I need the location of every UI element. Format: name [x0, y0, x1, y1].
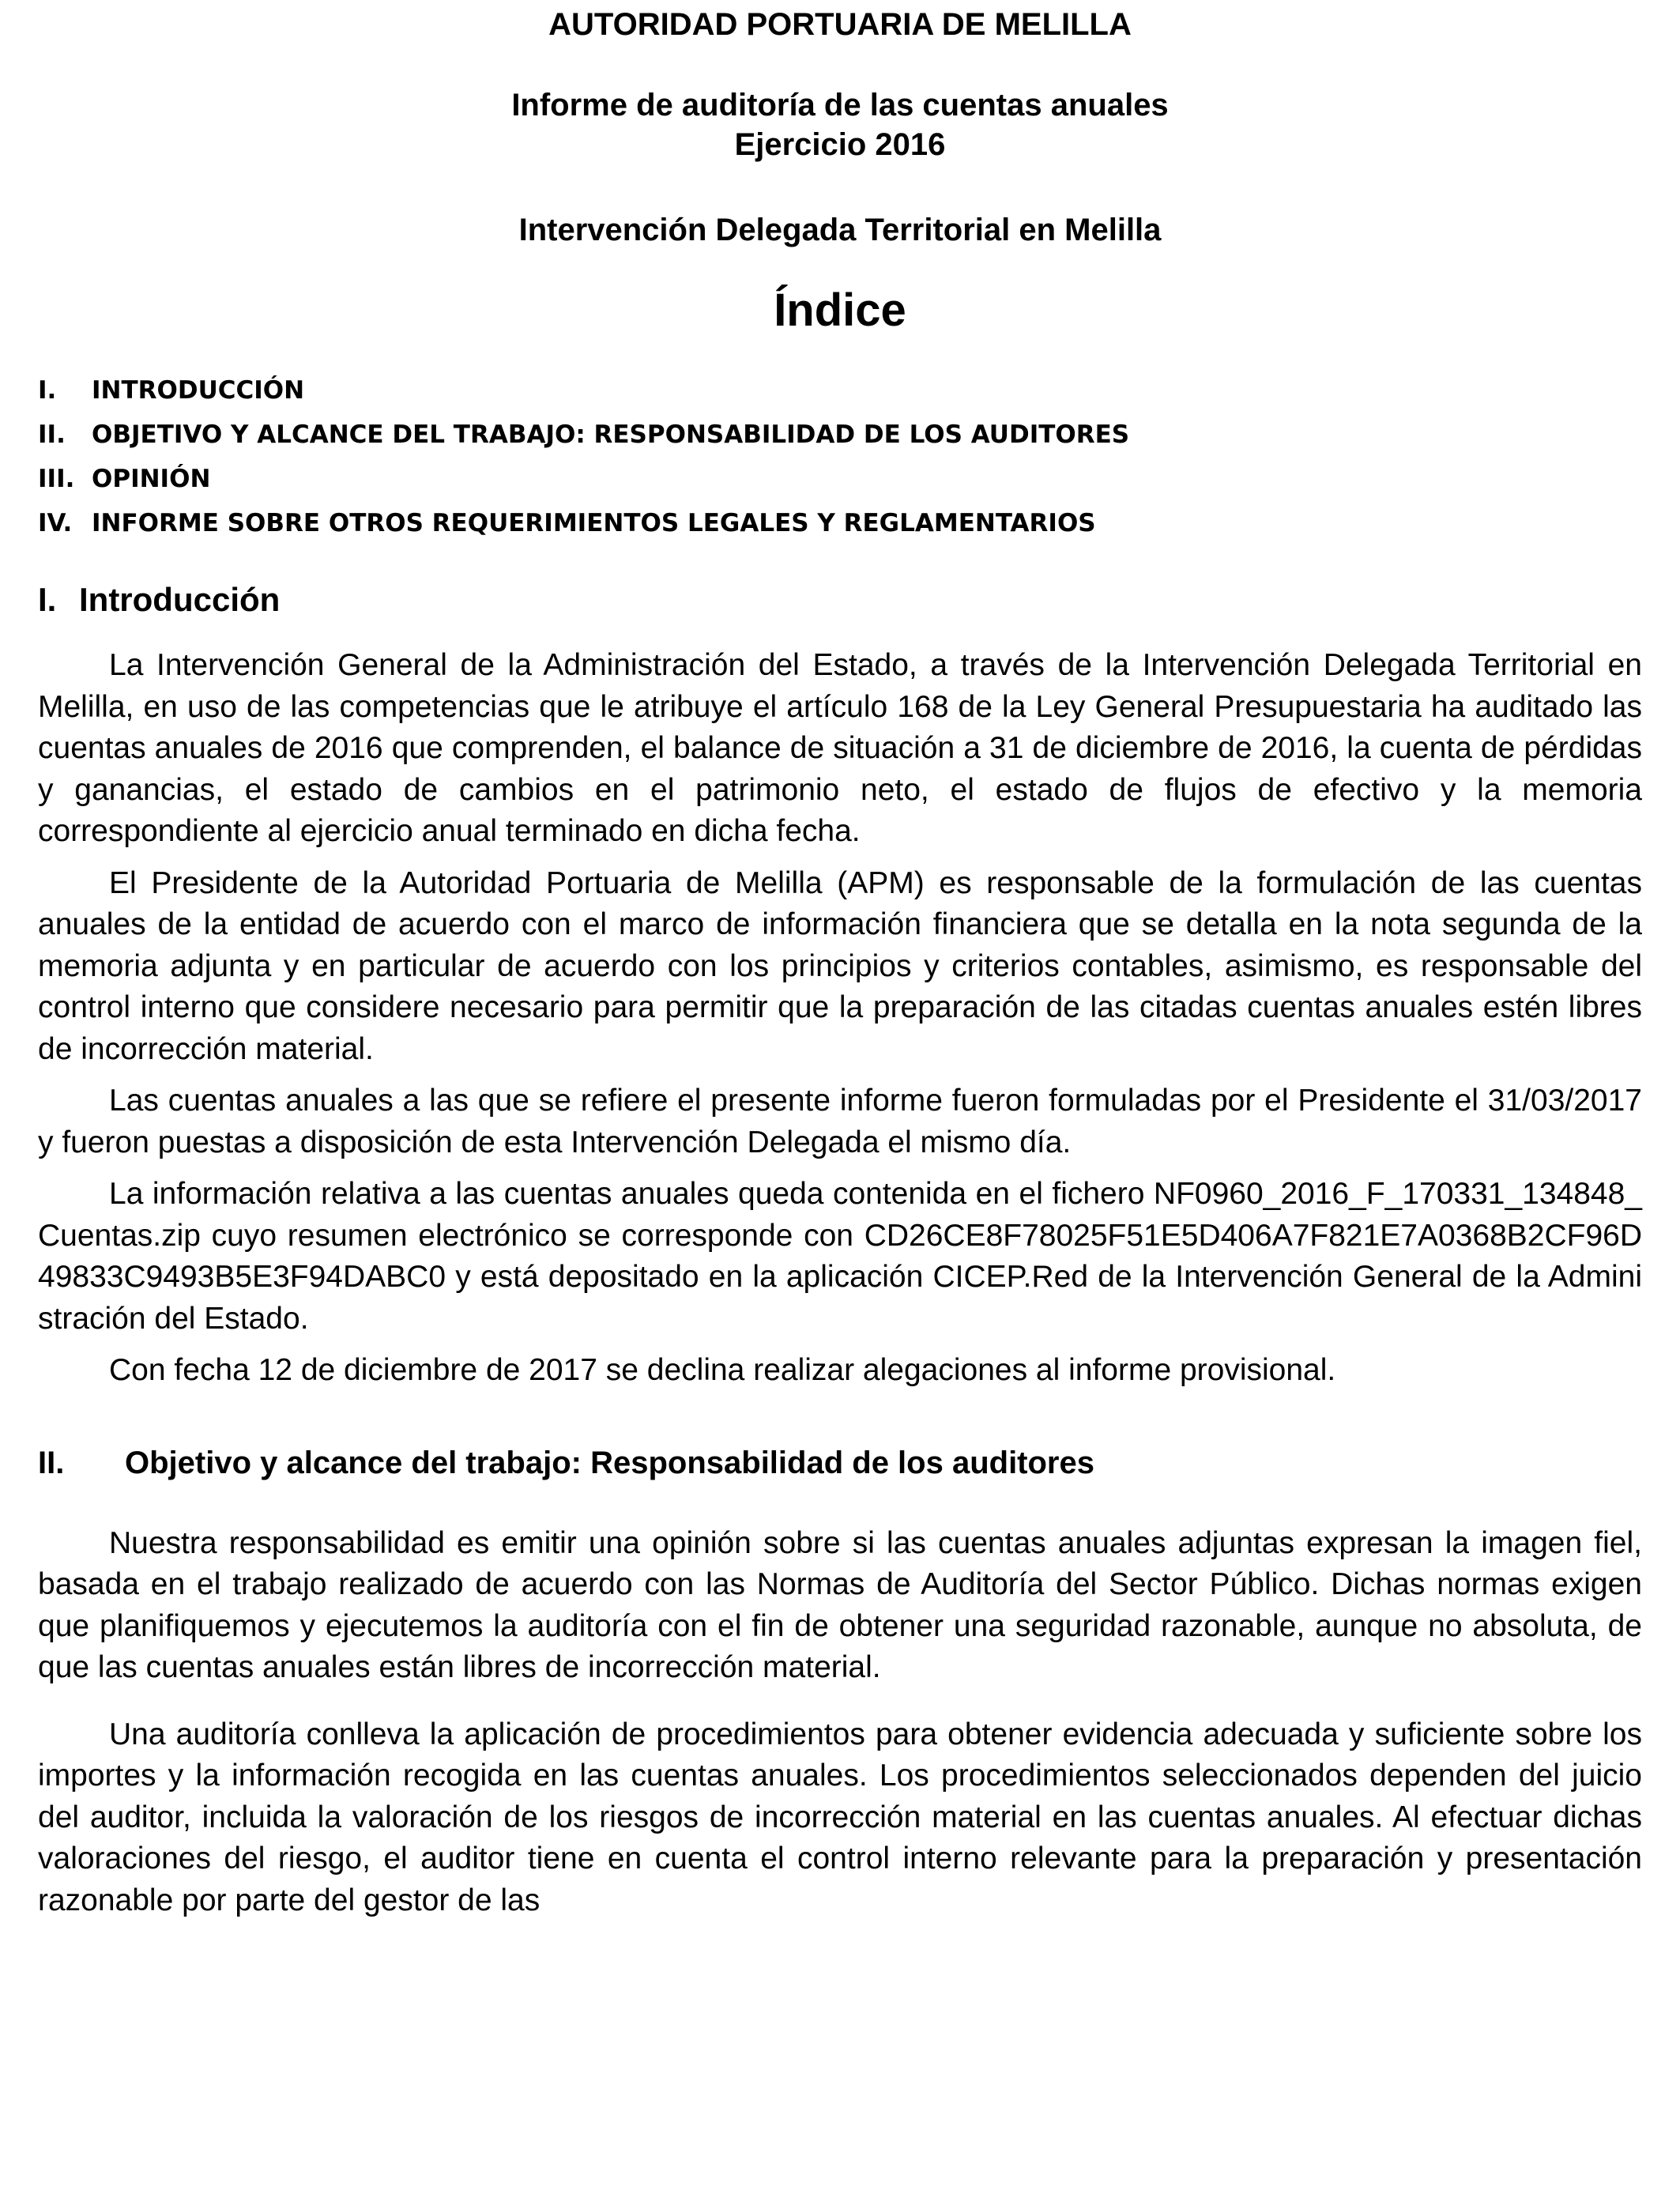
toc-item	[38, 368, 1642, 413]
toc-item-number: IV.	[38, 509, 73, 537]
toc-item-number: II.	[38, 420, 66, 449]
toc-item	[38, 413, 1642, 457]
section-number: I.	[38, 581, 57, 618]
section-heading-introduccion	[38, 579, 1642, 621]
section-title: Objetivo y alcance del trabajo: Responsabilidad de los auditores	[125, 1445, 1094, 1480]
paragraph: El Presidente de la Autoridad Portuaria de Melilla (APM) es responsable de la formulación de las cuentas anuales de la entidad de acuerdo con el marco de información financiera que se detalla en la nota segunda de la memoria adjunta y en particular de acuerdo con los principios y criterios contables, asimismo, es responsable del control interno que considere necesario para permitir que la preparación de las citadas cuentas anuales estén libres de incorrección material.	[38, 865, 1642, 1066]
paragraph-file-hash: La información relativa a las cuentas anuales queda contenida en el fichero NF0960_2016_F_170331_134848_Cuentas.zip cuyo resumen electrónico se corresponde con CD26CE8F78025F51E5D406A7F821E7A0368B2CF96D49833C9493B5E3F94DABC0 y está depositado en la aplicación CICEP.Red de la Intervención General de la Administración del Estado.	[38, 1177, 1642, 1336]
section-heading-objetivo	[38, 1442, 1642, 1483]
table-of-contents	[38, 368, 1642, 545]
paragraph: Nuestra responsabilidad es emitir una opinión sobre si las cuentas anuales adjuntas expresan la imagen fiel, basada en el trabajo realizado de acuerdo con las Normas de Auditoría del Sector Público. Dichas normas exigen que planifiquemos y ejecutemos la auditoría con el fin de obtener una seguridad razonable, aunque no absoluta, de que las cuentas anuales están libres de incorrección material.	[38, 1525, 1642, 1684]
issuer-title: Intervención Delegada Territorial en Melilla	[518, 213, 1162, 247]
toc-item-label: INTRODUCCIÓN	[92, 376, 305, 405]
section-title: Introducción	[79, 581, 281, 618]
index-title: Índice	[774, 285, 906, 336]
toc-item-number: III.	[38, 465, 75, 493]
paragraph: Con fecha 12 de diciembre de 2017 se declina realizar alegaciones al informe provisional.	[109, 1353, 1336, 1387]
report-title: Informe de auditoría de las cuentas anuales	[511, 88, 1169, 123]
section-number: II.	[38, 1445, 65, 1480]
toc-item	[38, 501, 1642, 545]
paragraph: Una auditoría conlleva la aplicación de procedimientos para obtener evidencia adecuada y suficiente sobre los importes y la información recogida en las cuentas anuales. Los procedimientos seleccionados dependen del juicio del auditor, incluida la valoración de los riesgos de incorrección material en las cuentas anuales. Al efectuar dichas valoraciones del riesgo, el auditor tiene en cuenta el control interno relevante para la preparación y presentación razonable por parte del gestor de las	[38, 1717, 1642, 1917]
toc-item-label: OBJETIVO Y ALCANCE DEL TRABAJO: RESPONSABILIDAD DE LOS AUDITORES	[92, 420, 1130, 449]
toc-item	[38, 457, 1642, 501]
toc-item-label: INFORME SOBRE OTROS REQUERIMIENTOS LEGALES Y REGLAMENTARIOS	[92, 509, 1096, 537]
paragraph: Las cuentas anuales a las que se refiere el presente informe fueron formuladas por el Presidente el 31/03/2017 y fueron puestas a disposición de esta Intervención Delegada el mismo día.	[38, 1084, 1642, 1159]
toc-item-number: I.	[38, 376, 57, 405]
paragraph: La Intervención General de la Administración del Estado, a través de la Intervención Delegada Territorial en Melilla, en uso de las competencias que le atribuye el artículo 168 de la Ley General Presupuestaria ha auditado las cuentas anuales de 2016 que comprenden, el balance de situación a 31 de diciembre de 2016, la cuenta de pérdidas y ganancias, el estado de cambios en el patrimonio neto, el estado de flujos de efectivo y la memoria correspondiente al ejercicio anual terminado en dicha fecha.	[38, 648, 1642, 848]
document-page	[38, 0, 1642, 2194]
toc-item-label: OPINIÓN	[92, 465, 211, 493]
organization-title: AUTORIDAD PORTUARIA DE MELILLA	[548, 7, 1132, 42]
fiscal-year: Ejercicio 2016	[734, 127, 946, 162]
